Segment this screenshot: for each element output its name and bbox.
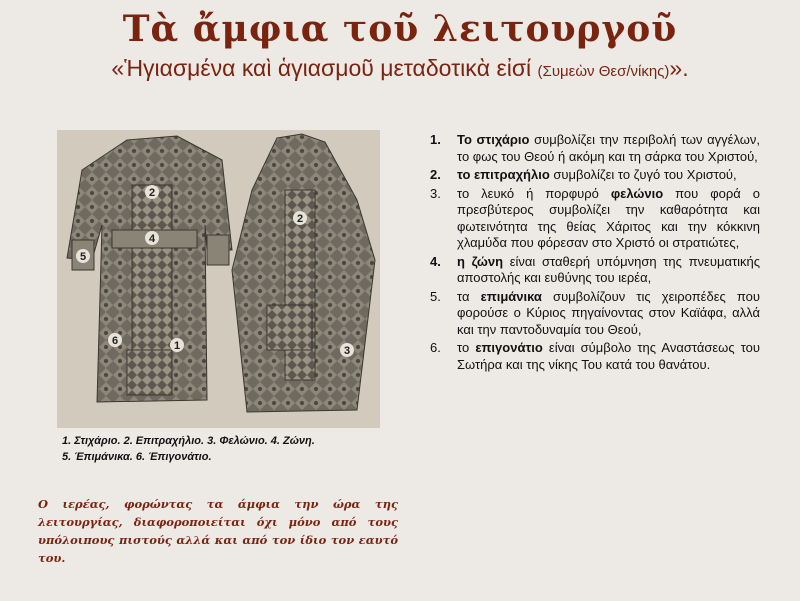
list-term: η ζώνη xyxy=(457,253,504,269)
list-item xyxy=(430,167,760,184)
list-prefix: το xyxy=(457,340,476,355)
label-4-badge: 4 xyxy=(148,233,156,245)
label-1-badge: 2 xyxy=(148,187,156,199)
list-item xyxy=(430,132,760,165)
label-6-badge: 6 xyxy=(111,335,119,347)
label-1b-badge: 1 xyxy=(173,340,181,352)
vestments-list xyxy=(430,132,760,375)
label-3-badge: 3 xyxy=(343,345,351,357)
list-number: 4. xyxy=(430,253,441,269)
list-term: το επιτραχήλιο xyxy=(457,167,550,182)
label-5-badge: 5 xyxy=(79,251,87,263)
list-item xyxy=(430,289,760,339)
vestments-illustration xyxy=(57,130,380,428)
label-2-badge: 2 xyxy=(296,213,304,225)
priest-note: Ο ιερέας, φορώντας τα άμφια την ώρα της λειτουργίας, διαφοροποιείται όχι μόνο από τους υπόλοιπους πιστούς αλλά και από τον ίδιο τον εαυτό του. xyxy=(38,497,398,565)
list-text: συμβολίζουν τις χειροπέδες που φορούσε ο Κύριος πηγαίνοντας στον Καϊάφα, αλλά και την παντοδυναμία του Θεού, xyxy=(457,288,760,337)
list-prefix: τα xyxy=(457,288,481,304)
list-term: επιμάνικα xyxy=(480,288,542,304)
list-text: είναι σταθερή υπόμνηση της πνευματικής αποστολής και ευθύνης του ιερέα, xyxy=(457,253,760,285)
list-prefix: το λευκό ή πορφυρό xyxy=(457,185,611,201)
list-number: 2. xyxy=(430,167,441,182)
quote-close: ». xyxy=(669,55,689,81)
list-number: 6. xyxy=(430,340,441,355)
list-term: Το στιχάριο xyxy=(457,132,530,147)
quote-text: Ἡγιασμένα καὶ ἁγιασμοῦ μεταδοτικὰ εἰσί xyxy=(124,55,532,81)
list-item xyxy=(430,254,760,287)
list-number: 1. xyxy=(430,132,441,147)
list-item xyxy=(430,340,760,373)
page-title: Τὰ ἄμφια τοῦ λειτουργοῦ xyxy=(122,8,678,50)
list-item xyxy=(430,186,760,252)
vestments-photo xyxy=(57,130,380,428)
list-term: επιγονάτιο xyxy=(475,340,543,355)
list-term: φελώνιο xyxy=(610,185,664,201)
subtitle-quote xyxy=(0,55,800,82)
list-text: συμβολίζει την περιβολή των αγγέλων, το φως του Θεού ή ακόμη και τη σάρκα του Χριστού, xyxy=(457,132,761,164)
caption-line-1: 1. Στιχάριο. 2. Επιτραχήλιο. 3. Φελώνιο. 4. Ζώνη. xyxy=(62,435,315,447)
list-number: 5. xyxy=(430,288,441,304)
list-text: που φορά ο πρεσβύτερος συμβολίζει την καθαρότητα και φωτεινότητα της θείας Χάριτος και την κόκκινη χλαμύδα που φόρεσαν στο Χριστό οι στρατιώτες, xyxy=(457,185,760,250)
caption-line-2: 5. Έπιμάνικα. 6. Έπιγονάτιο. xyxy=(62,451,212,463)
quote-open: « xyxy=(111,55,125,81)
list-text: είναι σύμβολο της Αναστάσεως του Σωτήρα και της νίκης Του κατά του θανάτου. xyxy=(457,340,760,372)
list-text: συμβολίζει το ζυγό του Χριστού, xyxy=(549,167,737,182)
quote-source: (Συμεὼν Θεσ/νίκης) xyxy=(537,63,670,80)
list-number: 3. xyxy=(430,185,441,201)
photo-caption xyxy=(62,433,392,465)
